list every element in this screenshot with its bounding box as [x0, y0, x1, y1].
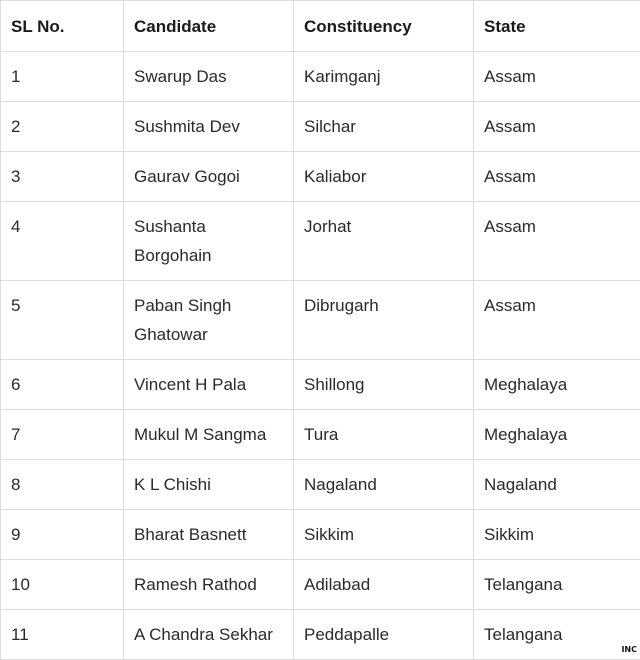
cell-candidate: Vincent H Pala	[124, 360, 294, 410]
cell-constituency: Karimganj	[294, 52, 474, 102]
cell-constituency: Sikkim	[294, 510, 474, 560]
cell-candidate: Ramesh Rathod	[124, 560, 294, 610]
cell-sl-no: 4	[1, 202, 124, 281]
header-sl-no: SL No.	[1, 1, 124, 52]
cell-candidate: Sushanta Borgohain	[124, 202, 294, 281]
cell-sl-no: 1	[1, 52, 124, 102]
cell-constituency: Silchar	[294, 102, 474, 152]
cell-state: Nagaland	[474, 460, 640, 510]
cell-candidate: K L Chishi	[124, 460, 294, 510]
cell-constituency: Jorhat	[294, 202, 474, 281]
cell-state: Sikkim	[474, 510, 640, 560]
cell-sl-no: 10	[1, 560, 124, 610]
cell-constituency: Kaliabor	[294, 152, 474, 202]
cell-state: Assam	[474, 52, 640, 102]
cell-sl-no: 2	[1, 102, 124, 152]
cell-candidate: Swarup Das	[124, 52, 294, 102]
table-header-row	[1, 1, 640, 52]
cell-sl-no: 3	[1, 152, 124, 202]
cell-state: Meghalaya	[474, 360, 640, 410]
cell-candidate: A Chandra Sekhar	[124, 610, 294, 660]
table-row	[1, 560, 640, 610]
table-row	[1, 102, 640, 152]
header-state: State	[474, 1, 640, 52]
cell-candidate: Gaurav Gogoi	[124, 152, 294, 202]
cell-candidate: Mukul M Sangma	[124, 410, 294, 460]
cell-state: Assam	[474, 152, 640, 202]
table-row	[1, 152, 640, 202]
cell-constituency: Adilabad	[294, 560, 474, 610]
cell-candidate: Bharat Basnett	[124, 510, 294, 560]
table-row	[1, 202, 640, 281]
cell-sl-no: 8	[1, 460, 124, 510]
cell-constituency: Shillong	[294, 360, 474, 410]
cell-sl-no: 9	[1, 510, 124, 560]
cell-candidate: Sushmita Dev	[124, 102, 294, 152]
table-row	[1, 410, 640, 460]
cell-state: Telangana	[474, 560, 640, 610]
cell-sl-no: 7	[1, 410, 124, 460]
table-row	[1, 360, 640, 410]
table-row	[1, 52, 640, 102]
cell-state: Assam	[474, 202, 640, 281]
cell-sl-no: 6	[1, 360, 124, 410]
cell-state: Meghalaya	[474, 410, 640, 460]
cell-sl-no: 11	[1, 610, 124, 660]
table-row	[1, 281, 640, 360]
cell-constituency: Dibrugarh	[294, 281, 474, 360]
cell-constituency: Peddapalle	[294, 610, 474, 660]
header-candidate: Candidate	[124, 1, 294, 52]
cell-candidate: Paban Singh Ghatowar	[124, 281, 294, 360]
header-constituency: Constituency	[294, 1, 474, 52]
cell-state: Assam	[474, 102, 640, 152]
table-row	[1, 460, 640, 510]
cell-state: Assam	[474, 281, 640, 360]
cell-state: Telangana	[474, 610, 640, 660]
source-watermark: INC	[621, 645, 637, 654]
cell-constituency: Nagaland	[294, 460, 474, 510]
cell-sl-no: 5	[1, 281, 124, 360]
cell-constituency: Tura	[294, 410, 474, 460]
table-row	[1, 510, 640, 560]
table-row	[1, 610, 640, 660]
